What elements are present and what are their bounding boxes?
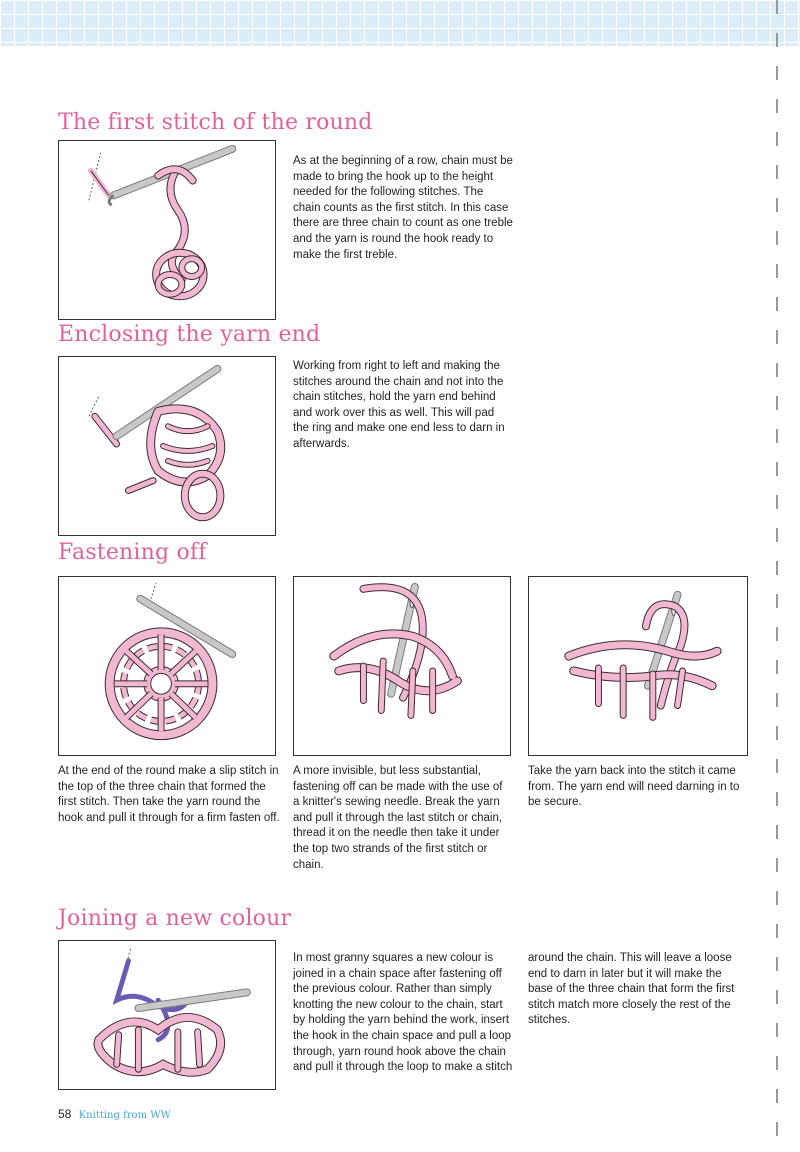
text-fastening-off-step-1: At the end of the round make a slip stitch in the top of the three chain that formed the first stitch. Then take the yarn round the hook and pull it through for a firm fasten off. bbox=[58, 765, 280, 824]
text-first-stitch: As at the beginning of a row, chain must be made to bring the hook up to the height needed for the following stitches. The chain counts as the first stitch. In this case there are three chain to count as one treble and the yarn is round the hook ready to make the first treble. bbox=[293, 155, 513, 261]
heading-enclosing-yarn-end: Enclosing the yarn end bbox=[58, 322, 321, 347]
header-grid-band bbox=[0, 0, 800, 46]
illustration-fastening-off-slip-stitch bbox=[58, 576, 276, 756]
illustration-fastening-off-needle bbox=[293, 576, 511, 756]
text-enclosing-yarn-end: Working from right to left and making the stitches around the chain and not into the chain stitches, hold the yarn end behind and work over this as well. This will pad the ring and make one end less to darn in afterwards. bbox=[293, 360, 505, 450]
heading-first-stitch: The first stitch of the round bbox=[58, 110, 373, 135]
magazine-name: Knitting from WW bbox=[78, 1110, 171, 1121]
text-fastening-off-step-3: Take the yarn back into the stitch it came from. The yarn end will need darning in to be secure. bbox=[528, 765, 740, 809]
text-joining-new-colour-col2: around the chain. This will leave a loose end to darn in later but it will make the base of the three chain that form the first stitch match more closely the rest of the stitches. bbox=[528, 952, 735, 1027]
illustration-first-stitch bbox=[58, 140, 276, 320]
page-edge-ticks bbox=[776, 0, 778, 1152]
page-number: 58 bbox=[58, 1107, 72, 1121]
heading-joining-new-colour: Joining a new colour bbox=[58, 906, 292, 931]
page-footer bbox=[58, 1107, 171, 1121]
text-joining-new-colour-col1: In most granny squares a new colour is joined in a chain space after fastening off the previous colour. Rather than simply knotting the new colour to the chain, start by holding the yarn behind the work, insert the hook in the chain space and pull a loop through, yarn round hook above the chain and pull it through the loop to make a stitch bbox=[293, 952, 513, 1074]
illustration-fastening-off-return bbox=[528, 576, 748, 756]
illustration-enclosing-yarn-end bbox=[58, 356, 276, 536]
illustration-joining-new-colour bbox=[58, 940, 276, 1090]
heading-fastening-off: Fastening off bbox=[58, 540, 207, 565]
text-fastening-off-step-2: A more invisible, but less substantial, fastening off can be made with the use of a knitter's sewing needle. Break the yarn and pull it through the last stitch or chain, thread it on the needle then take it under the top two strands of the first stitch or chain. bbox=[293, 765, 503, 871]
